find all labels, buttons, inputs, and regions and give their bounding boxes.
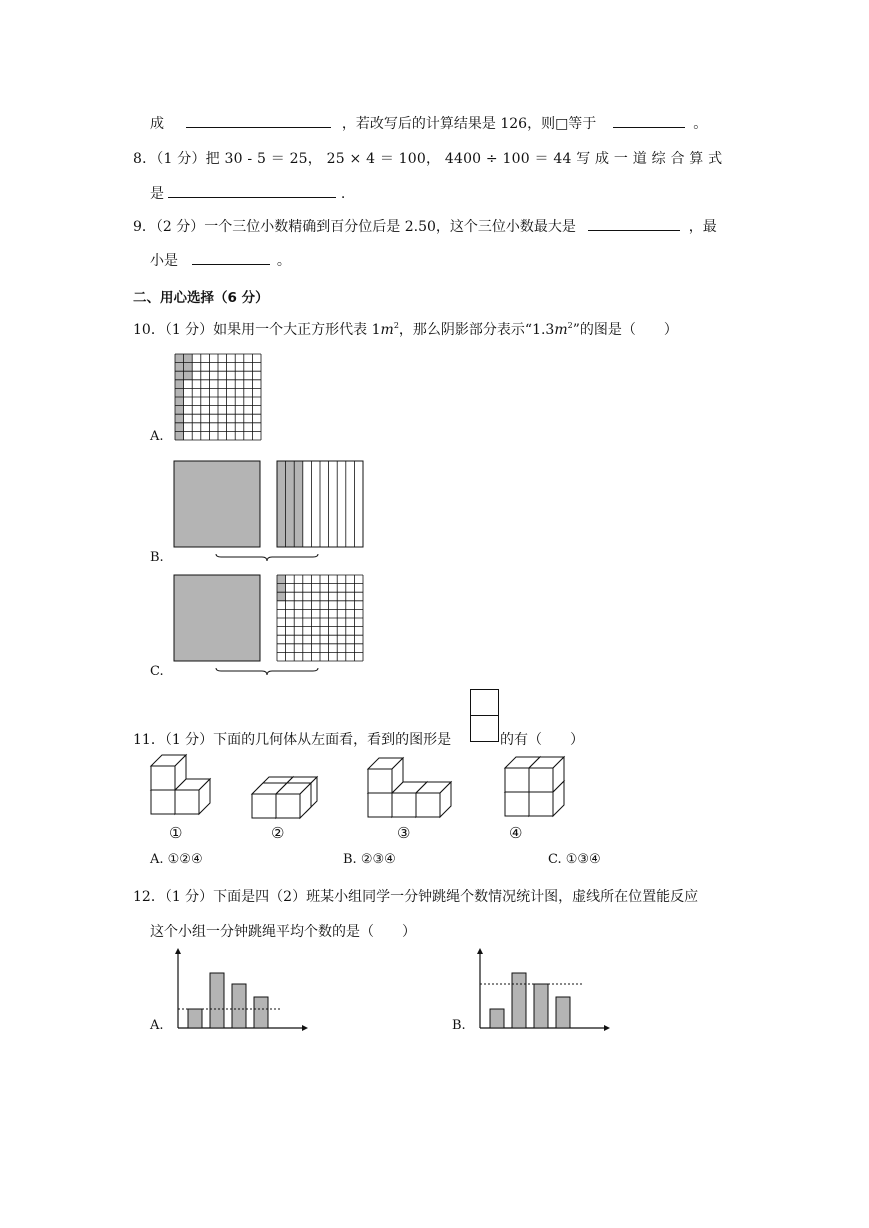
fig-c-brace: [216, 668, 318, 675]
fig-b-shaded-strip: [294, 461, 303, 547]
chart-a-bar: [210, 973, 224, 1028]
fig-c-shaded-cell: [277, 584, 286, 593]
q11-figure-label-3: ③: [397, 824, 411, 842]
q12-line-1: 12．（1 分）下面是四（2）班某小组同学一分钟跳绳个数情况统计图，虚线所在位置能反应: [133, 889, 699, 905]
section-heading: 二、用心选择（6 分）: [133, 290, 269, 306]
q10-text-c: ”的图是（ ）: [572, 322, 678, 338]
q12-option-a-label[interactable]: A.: [150, 1018, 164, 1033]
q7-line: [150, 113, 707, 133]
q11-figure-label-1: ①: [169, 824, 183, 842]
chart-a-bar: [188, 1009, 202, 1028]
chart-a-bar: [254, 997, 268, 1028]
chart-b-bar: [534, 984, 548, 1028]
q11-figure-label-2: ②: [271, 824, 285, 842]
q9-end-2: 。: [276, 253, 291, 269]
q11-stem-a: 11．（1 分）下面的几何体从左面看，看到的图形是: [133, 732, 452, 748]
q8-prefix: 是: [150, 186, 164, 202]
fig-a-shaded-cell: [184, 371, 193, 380]
q12-option-b-label[interactable]: B.: [452, 1018, 466, 1033]
fig-a-shaded-cell: [175, 371, 184, 380]
chart-b-x-arrow: [604, 1025, 610, 1031]
chart-a-y-arrow: [175, 948, 181, 954]
q10-figure-b: [172, 460, 367, 565]
fig-c-full-square: [174, 575, 260, 661]
q8-blank[interactable]: [168, 183, 336, 198]
q8-line-2: [150, 183, 345, 203]
q10-option-a-label[interactable]: A.: [150, 429, 164, 444]
q9-prefix-2: 小是: [150, 253, 178, 269]
q8-line-1: 8．（1 分）把 30 - 5 ＝ 25， 25 × 4 ＝ 100， 4400 ÷ 100 ＝ 44 写 成 一 道 综 合 算 式: [133, 151, 723, 167]
chart-b-y-arrow: [477, 948, 483, 954]
fig-a-shaded-cell: [175, 354, 184, 363]
fig-a-shaded-cell: [175, 363, 184, 372]
chart-a-bar: [232, 984, 246, 1028]
fig-a-shaded-cell: [184, 354, 193, 363]
chart-b-bar: [490, 1009, 504, 1028]
q10-sup-2: 2: [567, 321, 573, 330]
q10-unit-2: m: [554, 322, 568, 338]
fig-a-shaded-cell: [175, 406, 184, 415]
fig-a-shaded-cell: [175, 423, 184, 432]
q10-figure-c: [172, 574, 367, 679]
fig-b-shaded-strip: [277, 461, 286, 547]
q10-unit: m: [380, 322, 394, 338]
q10-figure-a: [174, 353, 262, 441]
solid-3-cube: [368, 758, 403, 793]
fig-b-full-square: [174, 461, 260, 547]
q11-option-b[interactable]: B. ②③④: [343, 852, 396, 867]
fig-b-brace: [216, 554, 318, 561]
q9-blank-min[interactable]: [192, 250, 270, 265]
fig-a-shaded-cell: [175, 431, 184, 440]
fig-a-shaded-cell: [175, 380, 184, 389]
q7-middle-text: ，若改写后的计算结果是 126，则□等于: [341, 116, 597, 132]
fig-c-shaded-cell: [277, 592, 286, 601]
q11-option-a[interactable]: A. ①②④: [150, 852, 203, 867]
q10-option-c-label[interactable]: C.: [150, 664, 164, 679]
solid-1-cube: [151, 755, 186, 790]
q9-line-2: [150, 250, 291, 270]
fig-c-shaded-cell: [277, 575, 286, 584]
q12-chart-a: [170, 944, 320, 1034]
fig-a-shaded-cell: [184, 363, 193, 372]
q7-prefix: 成: [150, 116, 164, 132]
solid-3-cube: [416, 782, 451, 817]
q7-blank-1[interactable]: [186, 113, 331, 128]
q11-stem-b: 的有（ ）: [500, 732, 584, 748]
q12-line-2: 这个小组一分钟跳绳平均个数的是（ ）: [150, 924, 416, 940]
q7-blank-2[interactable]: [613, 113, 685, 128]
q8-end: .: [340, 186, 346, 202]
q10-stem: [133, 319, 678, 339]
fig-b-shaded-strip: [286, 461, 295, 547]
q10-text-a: 10．（1 分）如果用一个大正方形代表 1: [133, 322, 381, 338]
q10-option-b-label[interactable]: B.: [150, 550, 164, 565]
solid-4-cube: [529, 757, 564, 792]
q12-chart-b: [472, 944, 622, 1034]
q9-end-1: ，最: [688, 219, 717, 235]
q10-sup: 2: [393, 321, 399, 330]
chart-a-x-arrow: [302, 1025, 308, 1031]
fig-a-shaded-cell: [175, 414, 184, 423]
q9-line-1: [133, 216, 717, 236]
q7-end: 。: [693, 116, 708, 132]
fig-a-shaded-cell: [175, 397, 184, 406]
q9-blank-max[interactable]: [588, 216, 680, 231]
q9-text: 9．（2 分）一个三位小数精确到百分位后是 2.50，这个三位小数最大是: [133, 219, 576, 235]
q11-figure-label-4: ④: [509, 824, 523, 842]
solid-2-cube: [276, 783, 311, 818]
chart-b-bar: [512, 973, 526, 1028]
fig-a-shaded-cell: [175, 388, 184, 397]
chart-b-bar: [556, 997, 570, 1028]
q10-text-b: ，那么阴影部分表示“1.3: [398, 322, 555, 338]
q11-option-c[interactable]: C. ①③④: [548, 852, 601, 867]
q11-inline-shape: [470, 689, 500, 743]
